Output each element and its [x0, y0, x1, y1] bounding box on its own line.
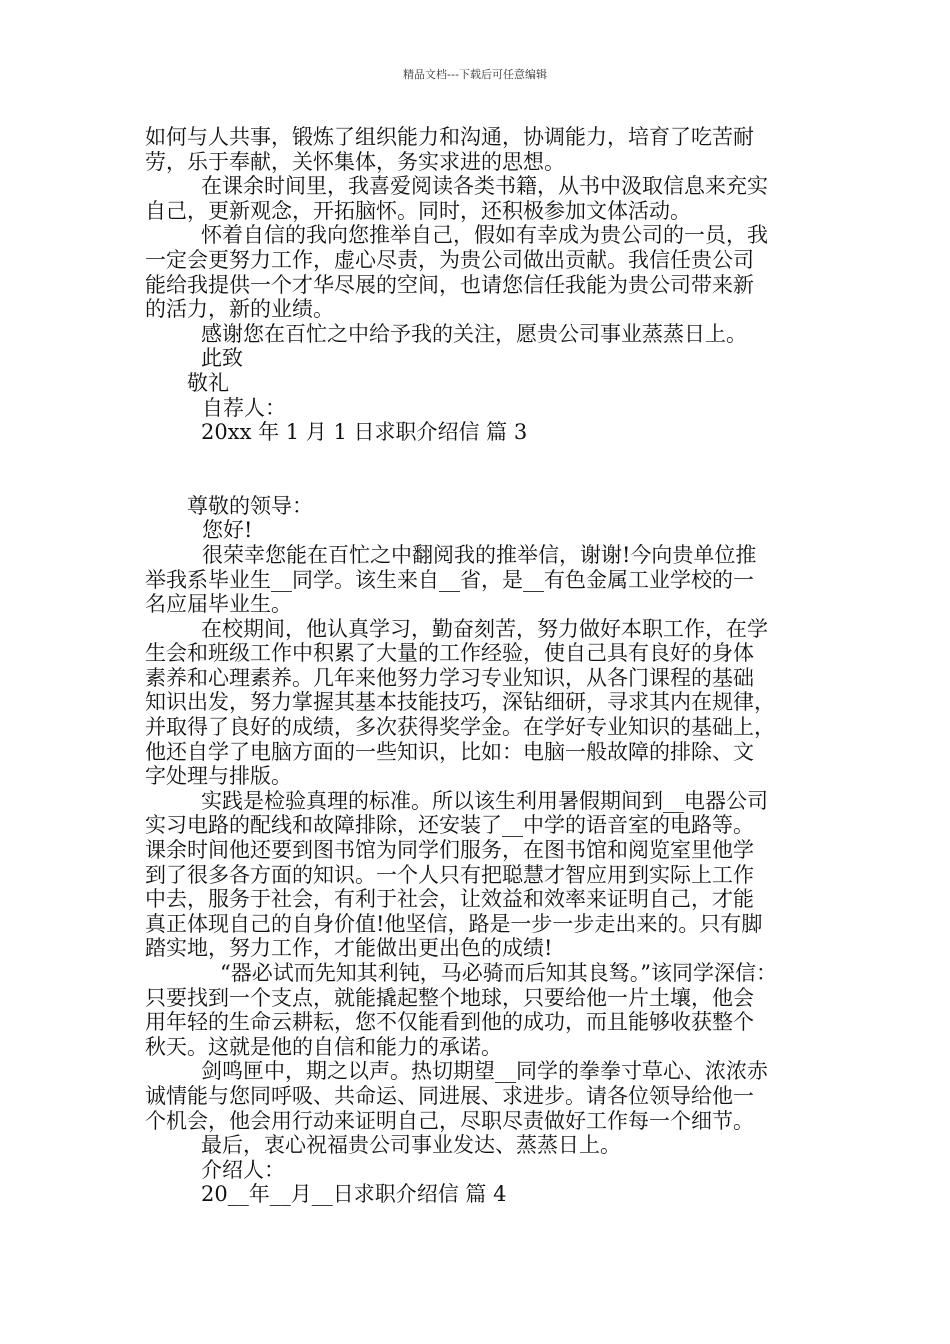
text-line: 一定会更努力工作，虚心尽责，为贵公司做出贡献。我信任贵公司 [145, 247, 754, 272]
text-line: 剑鸣匣中，期之以声。热切期望__同学的拳拳寸草心、浓浓赤 [201, 1059, 768, 1084]
text-line: “器必试而先知其利钝，马必骑而后知其良驽。”该同学深信： [220, 961, 777, 985]
text-line: 怀着自信的我向您推举自己，假如有幸成为贵公司的一员，我 [201, 223, 768, 248]
text-line: 秋天。这就是他的自信和能力的承诺。 [145, 1034, 502, 1059]
text-line: 能给我提供一个才华尽展的空间，也请您信任我能为贵公司带来新 [145, 272, 754, 297]
text-line: 真正体现自己的自身价值!他坚信，路是一步一步走出来的。只有脚 [145, 911, 763, 936]
document-body [145, 125, 810, 1207]
text-line: 知识出发，努力掌握其基本技能技巧，深钻细研，寻求其内在规律， [145, 690, 775, 715]
text-line: 实习电路的配线和故障排除，还安装了__中学的语音室的电路等。 [145, 813, 754, 838]
section-title: 20__年__月__日求职介绍信 篇 4 [201, 1182, 507, 1207]
text-line: 自己，更新观念，开拓脑怀。同时，还积极参加文体活动。 [145, 198, 691, 223]
text-line: 很荣幸您能在百忙之中翻阅我的推举信，谢谢!今向贵单位推 [202, 542, 757, 567]
text-line: 只要找到一个支点，就能撬起整个地球，只要给他一片土壤，他会 [145, 985, 754, 1010]
signature-label: 介绍人： [201, 1157, 285, 1182]
greeting: 您好! [202, 518, 253, 543]
text-line: 在课余时间里，我喜爱阅读各类书籍，从书中汲取信息来充实 [201, 174, 768, 199]
text-line: 名应届毕业生。 [145, 592, 292, 617]
text-line: 到了很多各方面的知识。一个人只有把聪慧才智应用到实际上工作 [145, 862, 754, 887]
section-title: 20xx 年 1 月 1 日求职介绍信 篇 3 [201, 420, 528, 445]
text-line: 实践是检验真理的标准。所以该生利用暑假期间到__电器公司 [201, 788, 768, 813]
closing-salutation: 此致 [201, 346, 243, 371]
text-line: 课余时间他还要到图书馆为同学们服务，在图书馆和阅览室里他学 [145, 838, 754, 863]
spacer [145, 445, 810, 494]
text-line: 在校期间，他认真学习，勤奋刻苦，努力做好本职工作，在学 [201, 616, 768, 641]
text-line: 他还自学了电脑方面的一些知识，比如：电脑一般故障的排除、文 [145, 739, 754, 764]
text-line: 举我系毕业生__同学。该生来自__省，是__有色金属工业学校的一 [145, 567, 754, 592]
closing-regards: 敬礼 [187, 370, 229, 395]
text-line: 诚情能与您同呼吸、共命运、同进展、求进步。请各位领导给他一 [145, 1083, 754, 1108]
text-line: 字处理与排版。 [145, 764, 292, 789]
text-line: 用年轻的生命云耕耘，您不仅能看到他的成功，而且能够收获整个 [145, 1010, 754, 1035]
text-line: 感谢您在百忙之中给予我的关注，愿贵公司事业蒸蒸日上。 [201, 321, 747, 346]
text-line: 生会和班级工作中积累了大量的工作经验，使自己具有良好的身体 [145, 641, 754, 666]
page-header: 精品文档---下载后可任意编辑 [403, 68, 547, 81]
text-line: 最后，衷心祝福贵公司事业发达、蒸蒸日上。 [201, 1133, 621, 1158]
greeting: 尊敬的领导： [187, 493, 313, 518]
text-line: 并取得了良好的成绩，多次获得奖学金。在学好专业知识的基础上， [145, 715, 775, 740]
text-line: 如何与人共事，锻炼了组织能力和沟通，协调能力，培育了吃苦耐 [145, 125, 754, 149]
text-line: 个机会，他会用行动来证明自己，尽职尽责做好工作每一个细节。 [145, 1108, 754, 1133]
text-line: 踏实地，努力工作，才能做出更出色的成绩! [145, 936, 553, 961]
text-line: 中去，服务于社会，有利于社会，让效益和效率来证明自己，才能 [145, 887, 754, 912]
signature-label: 自荐人： [202, 395, 286, 420]
text-line: 的活力，新的业绩。 [145, 297, 334, 322]
text-line: 劳，乐于奉献，关怀集体，务实求进的思想。 [145, 149, 565, 174]
text-line: 素养和心理素养。几年来他努力学习专业知识，从各门课程的基础 [145, 665, 754, 690]
